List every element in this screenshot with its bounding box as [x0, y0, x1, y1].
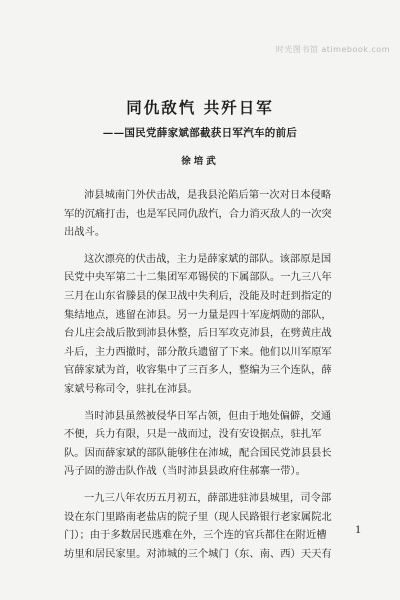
paragraph-3 [64, 407, 360, 481]
text-line: 当时沛县虽然被侵华日军占领，但由于地处偏僻，交通 [84, 409, 332, 422]
text-line: 沛县城南门外伏击战，是我县沦陷后第一次对日本侵略 [84, 189, 332, 201]
text-line: 斗后，主力西撤时，部分散兵遗留了下来。他们以川军原军 [64, 345, 332, 358]
text-line: 三月在山东省滕县的保卫战中失利后，没能及时赶到指定的 [64, 289, 332, 302]
paragraph-1 [64, 186, 360, 242]
text-line: 台儿庄会战后散到沛县休整，后日军攻克沛县，在劈黄庄战 [64, 327, 332, 340]
page-number: 1 [355, 522, 361, 536]
text-line: 门）；由于多数居民逃难在外，三个连的官兵都住在附近槽 [64, 529, 327, 542]
paragraph-2 [64, 250, 360, 399]
text-line: 不便，兵力有限，只是一战而过，没有安设据点，驻扎军 [64, 428, 322, 441]
article-title: 同仇敌忾 共歼日军 [126, 98, 274, 117]
text-line: 队。因而薛家斌的部队能够住在沛城，配合国民党沛县县长 [64, 446, 332, 459]
text-line: 官薛家斌为首，收容集中了三百多人，整编为三个连队，薛 [64, 364, 332, 377]
text-line: 这次漂亮的伏击战，主力是薛家斌的部队。该部原是国 [84, 252, 332, 265]
text-line: 设在东门里路南老盐店的院子里（现人民路银行老家属院北 [64, 510, 332, 523]
text-line: 集结地点，逃留在沛县。另一力量是四十军庞炳勋的部队， [64, 308, 332, 321]
text-line: 坊里和居民家里。对沛城的三个城门（东、南、西）天天有 [64, 547, 332, 560]
article-body [64, 186, 360, 563]
author-name: 徐培武 [181, 156, 219, 167]
text-line: 军的沉痛打击，也是军民同仇敌忾，合力消灭敌人的一次突 [64, 207, 332, 220]
watermark: 时光图书馆 atimebook.com [275, 45, 390, 54]
article-subtitle: ——国民党薛家斌部截获日军汽车的前后 [102, 127, 298, 139]
text-line: 一九三八年农历五月初五，薛部进驻沛县城里，司令部 [84, 491, 332, 504]
text-line: 冯子固的游击队作战（当时沛县县政府住郝寨一带）。 [64, 465, 306, 478]
paragraph-4 [64, 489, 360, 563]
text-line: 民党中央军第二十二集团军邓锡侯的下属部队。一九三八年 [64, 271, 332, 284]
text-line: 出战斗。 [64, 226, 106, 239]
text-line: 家斌号称司令，驻扎在沛县。 [64, 382, 198, 395]
